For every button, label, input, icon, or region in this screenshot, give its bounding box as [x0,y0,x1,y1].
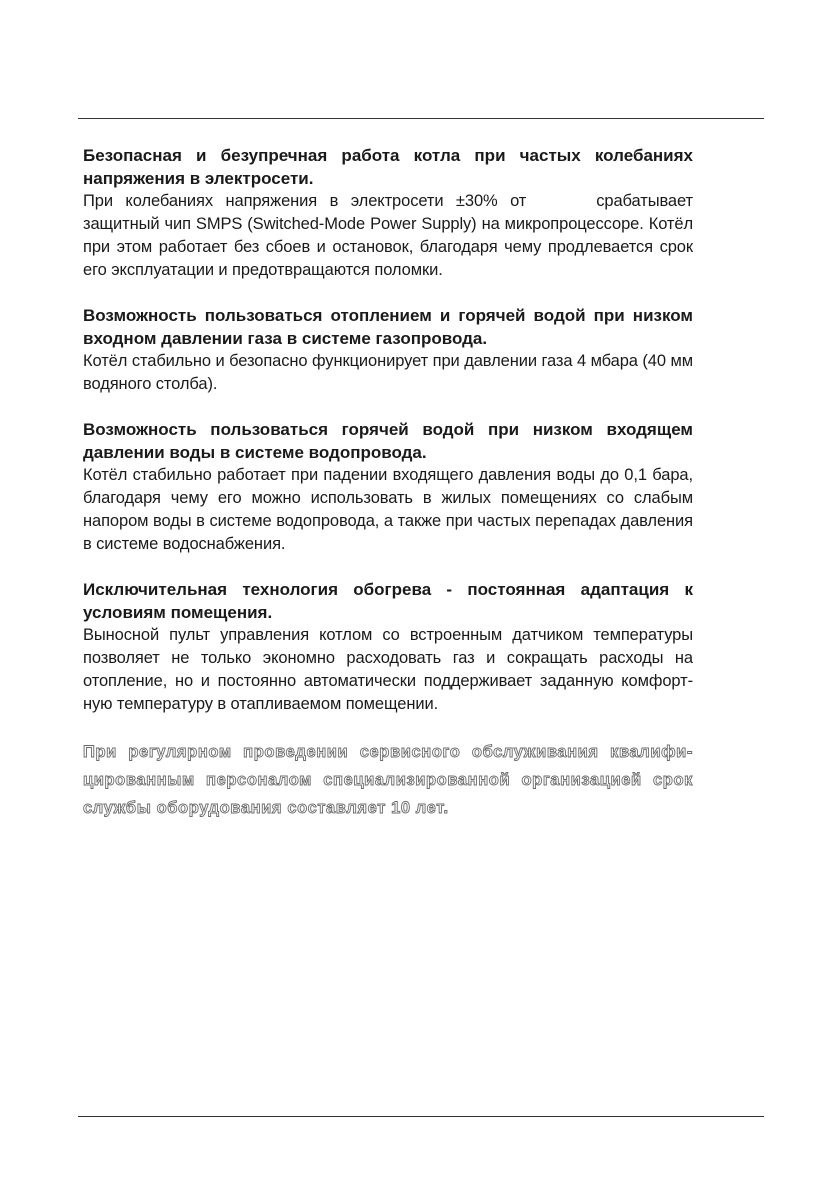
section-text-part2: срабатывает защитный чип SMPS (Switched-Mode Power Supply) на микропроцессоре. Котёл при этом работает без сбоев и остановок, благодаря чему продлевается срок его эксплуатации и предотвращаются поломки. [83,192,693,279]
section-heading: Возможность пользоваться горячей водой при низком входящем давлении воды в системе водопровода. [83,420,693,462]
section-text-part1: При колебаниях напряжения в электросети ±30% от [83,192,527,210]
section-text: Выносной пульт управления котлом со встроенным датчиком температуры позволяет не только экономно расходовать газ и сокращать расходы на отопление, но и постоянно автоматически поддерживает заданную комфорт-ную температуру в отапливаемом помещении. [83,626,693,713]
section-voltage [83,144,693,282]
section-water-pressure [83,418,693,556]
section-gas-pressure [83,304,693,396]
section-text: Котёл стабильно работает при падении входящего давления воды до 0,1 бара, благодаря чему его можно использовать в жилых помещениях со слабым напором воды в системе водопровода, а также при частых перепадах давления в системе водоснабжения. [83,466,693,553]
section-heating-technology [83,578,693,716]
section-heading: Исключительная технология обогрева - постоянная адаптация к условиям помещения. [83,580,693,622]
document-body [83,144,693,839]
service-life-note: При регулярном проведении сервисного обслуживания квалифи-цированным персоналом специализированной организацией срок службы оборудования составляет 10 лет. [83,743,693,817]
top-divider [78,118,764,119]
section-text [83,190,693,282]
section-text: Котёл стабильно и безопасно функционирует при давлении газа 4 мбара (40 мм водяного столба). [83,352,693,393]
bottom-divider [78,1116,764,1117]
section-heading: Возможность пользоваться отоплением и горячей водой при низком входном давлении газа в системе газопровода. [83,306,693,348]
section-heading: Безопасная и безупречная работа котла при частых колебаниях напряжения в электросети. [83,146,693,188]
